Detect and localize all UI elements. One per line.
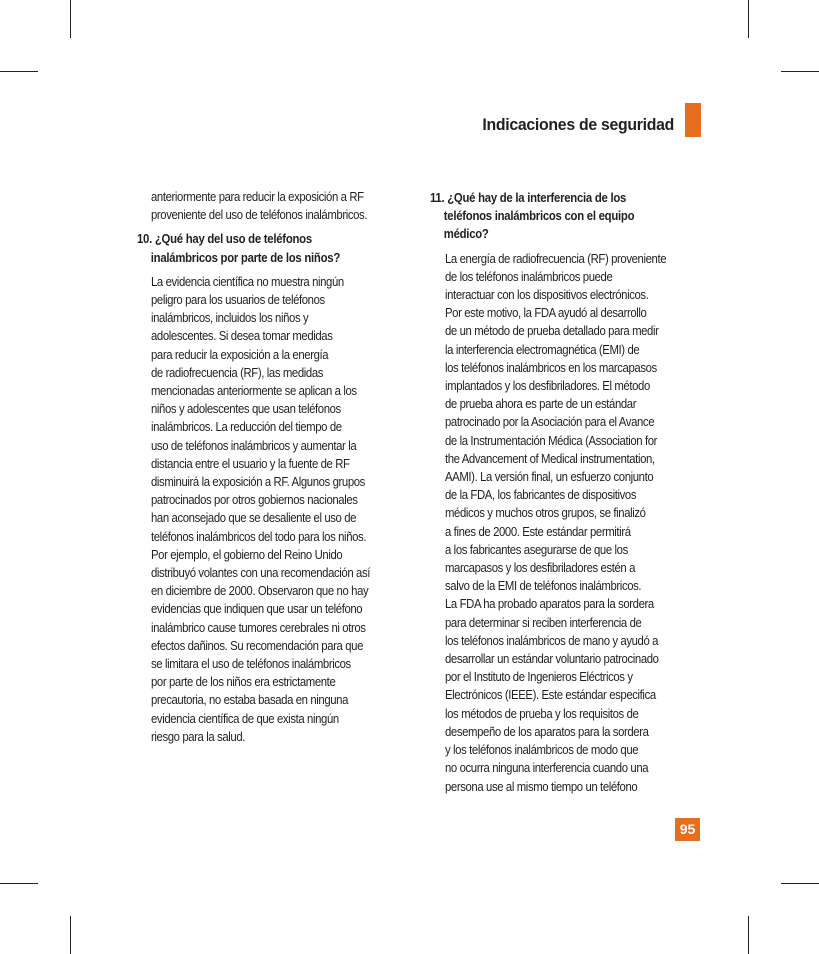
text-line: interactuar con los dispositivos electrónicos. — [445, 287, 649, 303]
text-line: en diciembre de 2000. Observaron que no hay — [151, 583, 369, 599]
text-line: implantados y los desfibriladores. El método — [445, 378, 650, 394]
text-line: evidencia científica de que exista ningún — [151, 710, 339, 726]
text-line: desempeño de los aparatos para la sordera — [445, 723, 649, 739]
text-line: distribuyó volantes con una recomendación así — [151, 565, 371, 581]
section-tab-marker — [685, 103, 701, 137]
crop-mark-top-right-horizontal — [781, 71, 819, 72]
text-line: La FDA ha probado aparatos para la sordera — [445, 596, 654, 612]
text-line: para reducir la exposición a la energía — [151, 346, 329, 362]
text-line: the Advancement of Medical instrumentation, — [445, 450, 655, 466]
text-line: uso de teléfonos inalámbricos y aumentar la — [151, 437, 357, 453]
intro-paragraph — [137, 188, 409, 224]
text-line: los teléfonos inalámbricos en los marcapasos — [445, 359, 657, 375]
text-line: Por ejemplo, el gobierno del Reino Unido — [151, 546, 343, 562]
crop-mark-bottom-right-horizontal — [781, 883, 819, 884]
text-line: patrocinado por la Asociación para el Avance — [445, 414, 655, 430]
text-line: Por este motivo, la FDA ayudó al desarrollo — [445, 305, 647, 321]
text-line: riesgo para la salud. — [151, 728, 246, 744]
text-line: se limitara el uso de teléfonos inalámbricos — [151, 656, 351, 672]
question-10-heading — [137, 230, 409, 266]
page-number: 95 — [675, 818, 700, 841]
left-column — [137, 188, 409, 746]
question-line: inalámbricos por parte de los niños? — [150, 249, 340, 265]
text-line: teléfonos inalámbricos del todo para los niños. — [151, 528, 367, 544]
text-line: a los fabricantes asegurarse de que los — [445, 541, 628, 557]
text-line: La evidencia científica no muestra ningún — [151, 273, 344, 289]
text-line: los métodos de prueba y los requisitos de — [445, 705, 639, 721]
text-line: La energía de radiofrecuencia (RF) proveniente — [445, 250, 667, 266]
crop-mark-top-left-horizontal — [0, 71, 38, 72]
text-line: proveniente del uso de teléfonos inalámbricos. — [151, 207, 368, 223]
question-line: teléfonos inalámbricos con el equipo — [443, 208, 635, 224]
text-line: salvo de la EMI de teléfonos inalámbricos. — [445, 578, 642, 594]
crop-mark-bottom-left-vertical — [70, 916, 71, 954]
crop-mark-bottom-left-horizontal — [0, 883, 38, 884]
text-line: por parte de los niños era estrictamente — [151, 674, 336, 690]
text-line: a fines de 2000. Este estándar permitirá — [445, 523, 631, 539]
crop-mark-bottom-right-vertical — [748, 916, 749, 954]
text-line: anteriormente para reducir la exposición a RF — [151, 189, 364, 204]
section-title: Indicaciones de seguridad — [482, 115, 674, 134]
text-line: los teléfonos inalámbricos de mano y ayudó a — [445, 632, 659, 648]
text-line: no ocurra ninguna interferencia cuando una — [445, 760, 649, 776]
text-line: por el Instituto de Ingenieros Eléctricos y — [445, 669, 633, 685]
text-line: de radiofrecuencia (RF), las medidas — [151, 364, 324, 380]
text-line: la interferencia electromagnética (EMI) de — [445, 341, 640, 357]
text-line: niños y adolescentes que usan teléfonos — [151, 401, 341, 417]
text-line: Electrónicos (IEEE). Este estándar especifica — [445, 687, 656, 703]
question-11-heading — [430, 189, 702, 244]
crop-mark-top-left-vertical — [70, 0, 71, 38]
text-line: de la FDA, los fabricantes de dispositivos — [445, 487, 637, 503]
question-line: 10. ¿Qué hay del uso de teléfonos — [137, 231, 312, 247]
text-line: disminuirá la exposición a RF. Algunos grupos — [151, 474, 365, 490]
text-line: inalámbricos. La reducción del tiempo de — [151, 419, 342, 435]
right-column — [430, 189, 702, 796]
text-line: patrocinados por otros gobiernos nacionales — [151, 492, 358, 508]
text-line: AAMI). La versión final, un esfuerzo conjunto — [445, 469, 654, 485]
text-line: médicos y muchos otros grupos, se finalizó — [445, 505, 646, 521]
text-line: inalámbrico cause tumores cerebrales ni otros — [151, 619, 366, 635]
crop-mark-top-right-vertical — [748, 0, 749, 38]
question-line: médico? — [443, 226, 489, 242]
text-line: han aconsejado que se desaliente el uso de — [151, 510, 357, 526]
text-line: evidencias que indiquen que usar un teléfono — [151, 601, 363, 617]
text-line: peligro para los usuarios de teléfonos — [151, 292, 325, 308]
text-line: persona use al mismo tiempo un teléfono — [445, 778, 638, 794]
text-line: distancia entre el usuario y la fuente de RF — [151, 455, 350, 471]
text-line: desarrollar un estándar voluntario patrocinado — [445, 651, 659, 667]
answer-10-paragraph — [137, 273, 409, 746]
text-line: precautoria, no estaba basada en ninguna — [151, 692, 349, 708]
text-line: inalámbricos, incluidos los niños y — [151, 310, 309, 326]
text-line: marcapasos y los desfibriladores estén a — [445, 560, 636, 576]
text-line: de los teléfonos inalámbricos puede — [445, 268, 613, 284]
text-line: efectos dañinos. Su recomendación para que — [151, 637, 363, 653]
text-line: mencionadas anteriormente se aplican a los — [151, 383, 357, 399]
text-line: de prueba ahora es parte de un estándar — [445, 396, 637, 412]
text-line: para determinar si reciben interferencia de — [445, 614, 642, 630]
text-line: de un método de prueba detallado para medir — [445, 323, 659, 339]
text-line: de la Instrumentación Médica (Association for — [445, 432, 658, 448]
question-line: 11. ¿Qué hay de la interferencia de los — [430, 190, 627, 205]
answer-11-paragraph — [430, 250, 702, 796]
text-line: adolescentes. Si desea tomar medidas — [151, 328, 333, 344]
text-line: y los teléfonos inalámbricos de modo que — [445, 742, 639, 758]
